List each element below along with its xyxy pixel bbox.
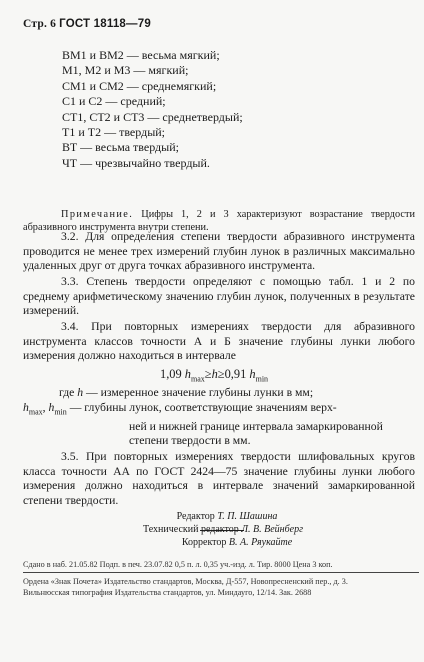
page-number: Стр. 6 xyxy=(23,18,57,30)
paragraph-3-5: 3.5. При повторных измерениях твердости шлифовальных кругов класса точности АА по ГОСТ 2424—75 значение глубины лунки любого измерения должно находиться в интервале значений замаркированной степени твердости. xyxy=(23,450,415,507)
formula-h: h xyxy=(211,367,218,381)
hardness-grades-list xyxy=(62,48,243,171)
publisher-line: Ордена «Знак Почета» Издательство стандартов, Москва, Д-557, Новопресненский пер., д. 3. xyxy=(23,577,348,586)
credit-proofreader: Корректор В. А. Ряукайте xyxy=(181,536,293,548)
formula-right-coefficient: 0,91 xyxy=(224,367,247,381)
imprint-line: Сдано в наб. 21.05.82 Подп. в печ. 23.07.82 0,5 п. л. 0,35 уч.-изд. л. Тир. 8000 Цена 3 коп. xyxy=(23,560,333,569)
credits-block xyxy=(0,511,424,549)
credit-technical-editor: Технический редактор Л. В. Вейнберг xyxy=(142,523,304,535)
paragraph-3-3 xyxy=(23,275,415,319)
definition-hmax-hmin: $h_{max}$, $h_{min}$ — глубины лунок, соответствующие значениям верх- xyxy=(23,400,337,416)
depth-interval-formula xyxy=(160,367,268,383)
definition-h: где h — измеренное значение глубины лунки в мм; xyxy=(59,386,314,399)
symbol-definitions xyxy=(23,386,415,449)
formula-h-min: $h_{min}$ xyxy=(249,367,269,384)
grade-item: ВМ1 и ВМ2 — весьма мягкий; xyxy=(62,48,220,62)
printer-info xyxy=(23,577,419,598)
note-label: Примечание. xyxy=(61,209,134,220)
imprint-rule xyxy=(23,572,419,573)
formula-h-max: $h_{max}$ xyxy=(184,367,205,384)
paragraph-3-3-text: 3.3. Степень твердости определяют с помощью табл. 1 и 2 по среднему арифметическому значению глубин лунок, полученных в результате измерений. xyxy=(23,275,415,318)
grade-item: СМ1 и СМ2 — среднемягкий; xyxy=(62,78,217,93)
grade-item: М1, М2 и М3 — мягкий; xyxy=(62,63,189,78)
formula-left-coefficient: 1,09 xyxy=(160,367,182,381)
standard-code: ГОСТ 18118—79 xyxy=(59,18,151,30)
grade-item: ЧТ — чрезвычайно твердый. xyxy=(62,155,210,170)
definition-continuation: ней и нижней границе интервала замаркированной xyxy=(129,419,383,433)
note-text: Цифры 1, 2 и 3 характеризуют возрастание твердости абразивного инструмента внутри степени. xyxy=(23,209,415,233)
grade-item: ВТ — весьма твердый; xyxy=(62,140,179,155)
formula-ge-sign: ≥ xyxy=(204,367,212,381)
grade-item: Т1 и Т2 — твердый; xyxy=(62,125,166,140)
credit-editor: Редактор Т. П. Шашина xyxy=(176,511,278,522)
paragraph-3-2: 3.2. Для определения степени твердости абразивного инструмента проводится не менее трех измерений глубин лунок в различных максимально удаленных друг от друга точках абразивного инструмента. xyxy=(23,230,415,273)
grade-item: СТ1, СТ2 и СТ3 — среднетвердый; xyxy=(62,109,243,124)
grade-item: С1 и С2 — средний; xyxy=(62,94,166,109)
definition-continuation: степени твердости в мм. xyxy=(129,434,251,448)
paragraph-3-4: 3.4. При повторных измерениях твердости для абразивного инструмента классов точности А и Б значение глубины лунки любого измерения должно находиться в интервале xyxy=(23,320,415,363)
printing-house-line: Вильнюсская типография Издательства стандартов, ул. Миндауго, 12/14. Зак. 2688 xyxy=(23,587,312,597)
page-header xyxy=(23,18,151,30)
formula-ge-sign: ≥ xyxy=(217,367,225,381)
